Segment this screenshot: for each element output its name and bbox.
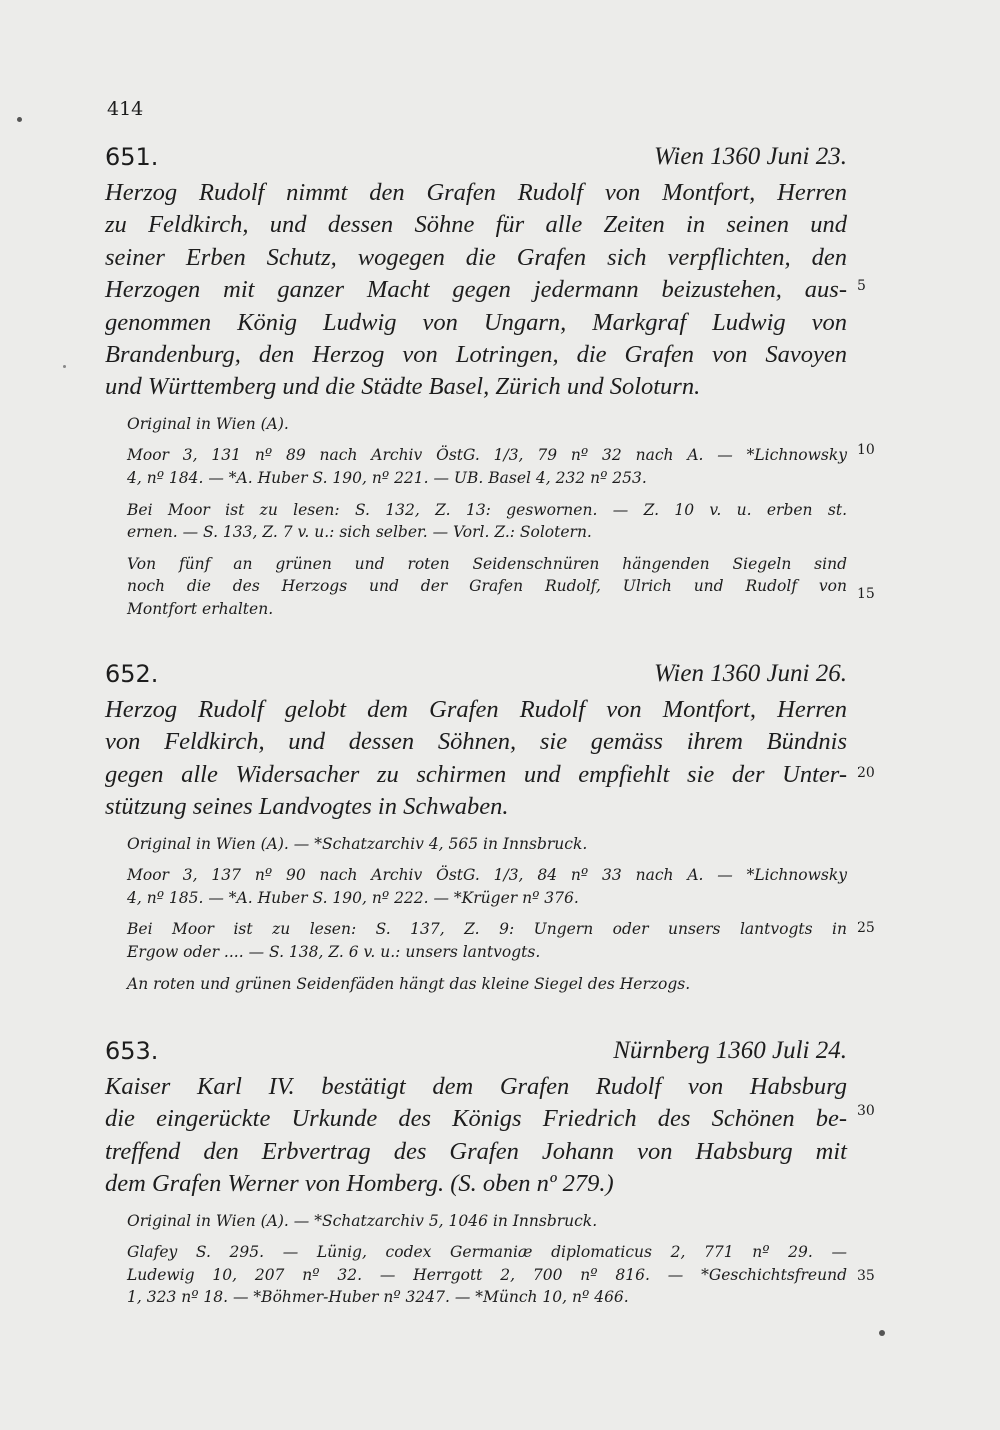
note-line: Ludewig 10, 207 nº 32. — Herrgott 2, 700 nº 816. — *Geschichtsfreund [127, 1265, 847, 1284]
regest-line: die eingerückte Urkunde des Königs Friedrich des Schönen be- [105, 1105, 847, 1133]
note-original [105, 413, 847, 436]
regest-line: von Feldkirch, und dessen Söhnen, sie gemäss ihrem Bündnis [105, 728, 847, 756]
entry-place-date: Wien 1360 Juni 23. [653, 143, 847, 170]
regest-line: Herzogen mit ganzer Macht gegen jedermann beizustehen, aus- [105, 276, 847, 304]
regest-line: treffend den Erbvertrag des Grafen Johann von Habsburg mit [105, 1137, 847, 1165]
line-number-15: 15 [857, 586, 875, 602]
speck [879, 1330, 885, 1336]
speck [63, 365, 66, 368]
note-line: An roten und grünen Seidenfäden hängt das kleine Siegel des Herzogs. [127, 974, 691, 993]
regest-line: Kaiser Karl IV. bestätigt dem Grafen Rudolf von Habsburg [105, 1073, 847, 1100]
entry-regest [105, 1071, 847, 1201]
note-line: Von fünf an grünen und roten Seidenschnüren hängenden Siegeln sind [127, 554, 847, 573]
regest-line: genommen König Ludwig von Ungarn, Markgraf Ludwig von [105, 308, 847, 336]
regest-line: Brandenburg, den Herzog von Lotringen, die Grafen von Savoyen [105, 341, 847, 369]
note-line: Moor 3, 131 nº 89 nach Archiv ÖstG. 1/3, 79 nº 32 nach A. — *Lichnowsky [127, 446, 847, 465]
regest-line: gegen alle Widersacher zu schirmen und empfiehlt sie der Unter- [105, 760, 847, 788]
note-line: 4, nº 184. — *A. Huber S. 190, nº 221. — UB. Basel 4, 232 nº 253. [127, 469, 647, 488]
note-line: Original in Wien (A). — *Schatzarchiv 4, 565 in Innsbruck. [127, 834, 588, 853]
entry-653 [105, 1037, 847, 1309]
note-line: Glafey S. 295. — Lünig, codex Germaniæ diplomaticus 2, 771 nº 29. — [127, 1243, 847, 1262]
regest-line: zu Feldkirch, und dessen Söhne für alle Zeiten in seinen und [105, 211, 847, 239]
entry-number: 651. [105, 143, 159, 171]
entry-number: 653. [105, 1037, 159, 1065]
regest-line: stützung seines Landvogtes in Schwaben. [105, 793, 509, 821]
note-line: Moor 3, 137 nº 90 nach Archiv ÖstG. 1/3, 84 nº 33 nach A. — *Lichnowsky [127, 866, 847, 885]
line-number-20: 20 [857, 765, 875, 781]
note-line: 1, 323 nº 18. — *Böhmer-Huber nº 3247. — *Münch 10, nº 466. [127, 1288, 629, 1307]
note-editions [105, 864, 847, 909]
entry-place-date: Nürnberg 1360 Juli 24. [613, 1037, 847, 1064]
entry-number: 652. [105, 660, 159, 688]
entry-header [105, 1037, 847, 1071]
entry-regest [105, 177, 847, 404]
note-line: Original in Wien (A). — *Schatzarchiv 5, 1046 in Innsbruck. [127, 1211, 598, 1230]
entry-header [105, 660, 847, 694]
page-number: 414 [107, 98, 144, 120]
note-line: ernen. — S. 133, Z. 7 v. u.: sich selber. — Vorl. Z.: Solotern. [127, 523, 592, 542]
entry-651 [105, 143, 847, 621]
regest-line: Herzog Rudolf nimmt den Grafen Rudolf von Montfort, Herren [105, 179, 847, 206]
note-line: 4, nº 185. — *A. Huber S. 190, nº 222. — *Krüger nº 376. [127, 888, 579, 907]
note-editions [105, 444, 847, 489]
note-seals [105, 553, 847, 621]
note-line: Bei Moor ist zu lesen: S. 137, Z. 9: Ungern oder unsers lantvogts in [127, 920, 847, 939]
note-editions [105, 1241, 847, 1309]
note-line: noch die des Herzogs und der Grafen Rudolf, Ulrich und Rudolf von [127, 577, 847, 596]
note-line: Ergow oder .... — S. 138, Z. 6 v. u.: unsers lantvogts. [127, 943, 541, 961]
entry-place-date: Wien 1360 Juni 26. [653, 660, 847, 687]
line-number-30: 30 [857, 1103, 875, 1119]
regest-line: dem Grafen Werner von Homberg. (S. oben nº 279.) [105, 1170, 614, 1198]
entry-652 [105, 660, 847, 995]
regest-line: Herzog Rudolf gelobt dem Grafen Rudolf von Montfort, Herren [105, 696, 847, 723]
note-line: Bei Moor ist zu lesen: S. 132, Z. 13: geswornen. — Z. 10 v. u. erben st. [127, 500, 847, 519]
entry-header [105, 143, 847, 177]
line-number-25: 25 [857, 920, 875, 936]
entry-regest [105, 694, 847, 824]
line-number-5: 5 [857, 278, 866, 294]
note-line: Original in Wien (A). [127, 414, 289, 433]
regest-line: und Württemberg und die Städte Basel, Zürich und Soloturn. [105, 373, 701, 401]
note-corrections [105, 499, 847, 544]
note-seals [105, 973, 847, 996]
note-corrections [105, 918, 847, 963]
note-original [105, 1210, 847, 1233]
note-original [105, 833, 847, 856]
note-line: Montfort erhalten. [127, 600, 274, 618]
line-number-10: 10 [857, 442, 875, 458]
speck [17, 117, 22, 122]
regest-line: seiner Erben Schutz, wogegen die Grafen sich verpflichten, den [105, 243, 847, 271]
line-number-35: 35 [857, 1268, 875, 1284]
